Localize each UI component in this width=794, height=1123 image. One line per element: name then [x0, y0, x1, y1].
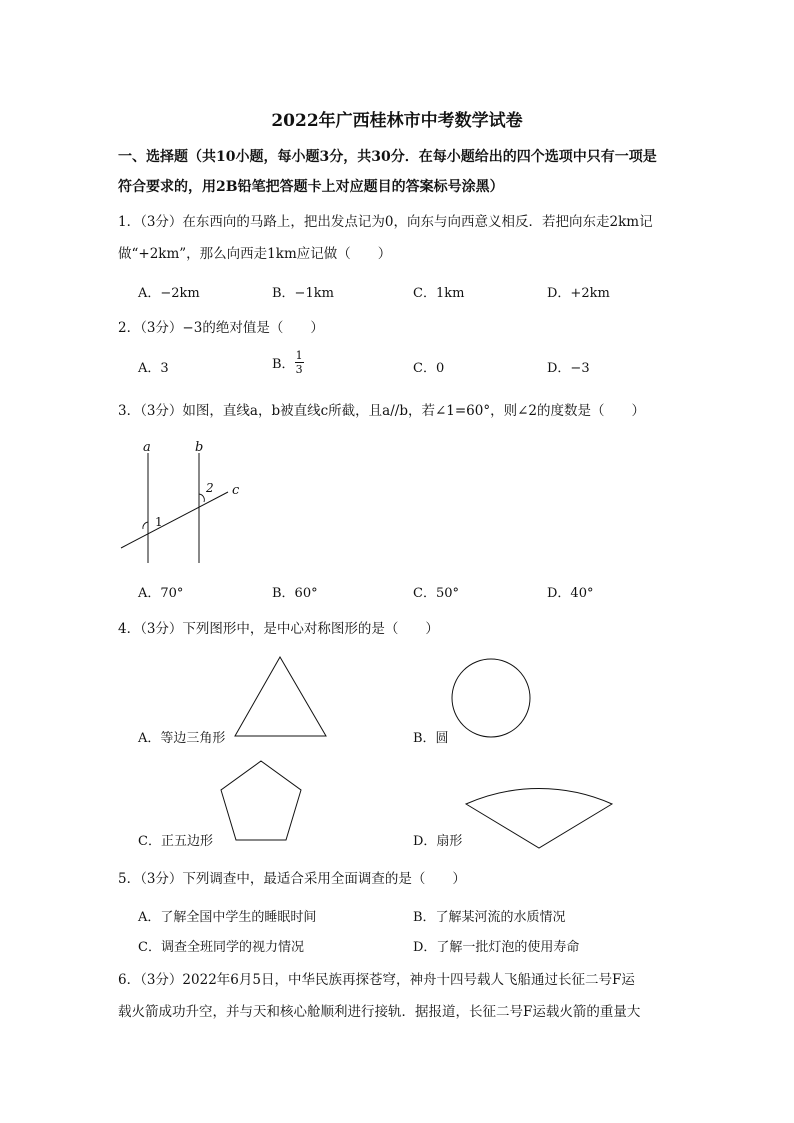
q4-option-b: B．圆 — [413, 731, 449, 746]
fraction-numerator: 1 — [295, 349, 303, 362]
q5-option-a: A．了解全国中学生的睡眠时间 — [138, 910, 317, 925]
question-2-stem: 2．（3分）−3的绝对值是（ ） — [118, 320, 324, 336]
q4-option-a: A．等边三角形 — [138, 731, 226, 746]
q4-option-d: D．扇形 — [413, 834, 463, 849]
label-c: c — [232, 483, 240, 498]
q2-option-c: C．0 — [413, 361, 445, 376]
q2-option-b-prefix: B． — [272, 357, 295, 372]
q3-option-d: D．40° — [547, 586, 594, 601]
label-angle-2: 2 — [206, 481, 214, 495]
question-4-stem: 4．（3分）下列图形中，是中心对称图形的是（ ） — [118, 621, 439, 637]
q5-option-c: C．调查全班同学的视力情况 — [138, 940, 304, 955]
q1-option-a: A．−2km — [138, 286, 200, 301]
q3-option-a: A．70° — [138, 586, 184, 601]
question-1-line1: 1．（3分）在东西向的马路上，把出发点记为0，向东与向西意义相反．若把向东走2km记 — [118, 214, 653, 230]
q1-option-d: D．+2km — [547, 286, 610, 301]
q2-option-a: A．3 — [138, 361, 169, 376]
q1-option-c: C．1km — [413, 286, 465, 301]
section-heading-line2: 符合要求的，用2B铅笔把答题卡上对应题目的答案标号涂黑） — [118, 179, 504, 195]
q5-option-d: D．了解一批灯泡的使用寿命 — [413, 940, 580, 955]
q3-option-c: C．50° — [413, 586, 459, 601]
q3-option-b: B．60° — [272, 586, 318, 601]
label-angle-1: 1 — [155, 515, 163, 529]
circle-shape — [452, 659, 530, 737]
page-title: 2022年广西桂林市中考数学试卷 — [271, 111, 523, 131]
section-heading-line1: 一、选择题（共10小题，每小题3分，共30分．在每小题给出的四个选项中只有一项是 — [118, 149, 657, 165]
fraction-denominator: 3 — [295, 363, 303, 376]
question-1-line2: 做“+2km”，那么向西走1km应记做（ ） — [118, 246, 392, 262]
q4-option-c: C．正五边形 — [138, 834, 213, 849]
question-6-line1: 6．（3分）2022年6月5日，中华民族再探苍穹，神舟十四号载人飞船通过长征二号F运 — [118, 972, 635, 988]
question-3-stem: 3．（3分）如图，直线a，b被直线c所截，且a//b，若∠1=60°，则∠2的度数是（ ） — [118, 403, 646, 419]
regular-pentagon-shape — [221, 761, 301, 840]
question-6-line2: 载火箭成功升空，并与天和核心舱顺利进行接轨．据报道，长征二号F运载火箭的重量大 — [118, 1004, 641, 1020]
sector-shape — [466, 789, 612, 848]
q2-option-d: D．−3 — [547, 361, 590, 376]
q5-option-b: B．了解某河流的水质情况 — [413, 910, 566, 925]
q1-option-b: B．−1km — [272, 286, 334, 301]
equilateral-triangle-shape — [235, 657, 326, 736]
label-b: b — [195, 440, 204, 455]
question-5-stem: 5．（3分）下列调查中，最适合采用全面调查的是（ ） — [118, 871, 466, 887]
label-a: a — [143, 440, 151, 455]
